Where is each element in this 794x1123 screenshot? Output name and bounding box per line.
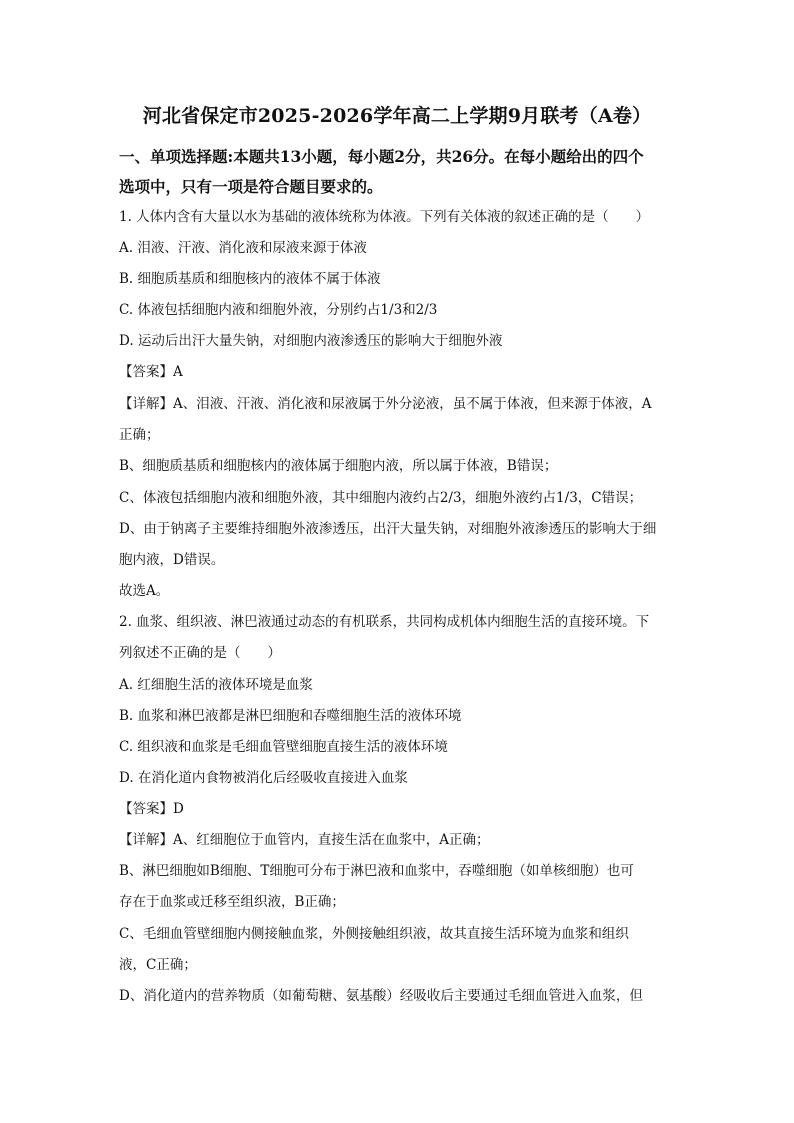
- question-2-option-d: D. 在消化道内食物被消化后经吸收直接进入血浆: [119, 770, 408, 786]
- question-1-conclusion: 故选A。: [119, 583, 170, 599]
- question-1-analysis-line: 胞内液，D错误。: [119, 552, 225, 568]
- question-2-stem-line: 2. 血浆、组织液、淋巴液通过动态的有机联系，共同构成机体内细胞生活的直接环境。下: [119, 614, 650, 630]
- section-heading-line-2: 选项中，只有一项是符合题目要求的。: [119, 177, 383, 196]
- question-2-option-a: A. 红细胞生活的液体环境是血浆: [119, 677, 313, 693]
- question-1-stem: 1. 人体内含有大量以水为基础的液体统称为体液。下列有关体液的叙述正确的是（ ）: [119, 209, 650, 225]
- question-1-analysis-line: 【详解】A、泪液、汗液、消化液和尿液属于外分泌液，虽不属于体液，但来源于体液，A: [119, 396, 652, 412]
- question-1-analysis-line: B、细胞质基质和细胞核内的液体属于细胞内液，所以属于体液，B错误；: [119, 458, 558, 474]
- question-1-analysis-line: D、由于钠离子主要维持细胞外液渗透压，出汗大量失钠，对细胞外液渗透压的影响大于细: [119, 521, 657, 537]
- question-2-analysis-line: 液，C正确；: [119, 957, 197, 973]
- page-title: 河北省保定市2025-2026学年高二上学期9月联考（A卷）: [142, 105, 652, 127]
- question-1-option-b: B. 细胞质基质和细胞核内的液体不属于体液: [119, 271, 381, 287]
- question-2-analysis-line: C、毛细血管壁细胞内侧接触血浆，外侧接触组织液，故其直接生活环境为血浆和组织: [119, 926, 629, 942]
- question-2-analysis-line: D、消化道内的营养物质（如葡萄糖、氨基酸）经吸收后主要通过毛细血管进入血浆，但: [119, 988, 643, 1004]
- question-2-analysis-line: 存在于血浆或迁移至组织液，B正确；: [119, 894, 345, 910]
- question-2-option-c: C. 组织液和血浆是毛细血管壁细胞直接生活的液体环境: [119, 739, 448, 755]
- question-1-option-c: C. 体液包括细胞内液和细胞外液，分别约占1/3和2/3: [119, 302, 438, 318]
- question-1-analysis-line: 正确；: [119, 427, 160, 443]
- section-heading-line-1: 一、单项选择题:本题共13小题，每小题2分，共26分。在每小题给出的四个: [119, 147, 644, 166]
- question-2-answer: 【答案】D: [119, 801, 184, 817]
- question-1-answer: 【答案】A: [119, 364, 183, 380]
- question-1-option-d: D. 运动后出汗大量失钠，对细胞内液渗透压的影响大于细胞外液: [119, 333, 503, 349]
- question-2-option-b: B. 血浆和淋巴液都是淋巴细胞和吞噬细胞生活的液体环境: [119, 708, 462, 724]
- question-1-option-a: A. 泪液、汗液、消化液和尿液来源于体液: [119, 240, 367, 256]
- question-2-analysis-line: 【详解】A、红细胞位于血管内，直接生活在血浆中，A正确；: [119, 832, 490, 848]
- question-2-stem-line: 列叙述不正确的是（ ）: [119, 645, 281, 661]
- question-1-analysis-line: C、体液包括细胞内液和细胞外液，其中细胞内液约占2/3，细胞外液约占1/3，C错误；: [119, 490, 643, 506]
- question-2-analysis-line: B、淋巴细胞如B细胞、T细胞可分布于淋巴液和血浆中，吞噬细胞（如单核细胞）也可: [119, 863, 634, 879]
